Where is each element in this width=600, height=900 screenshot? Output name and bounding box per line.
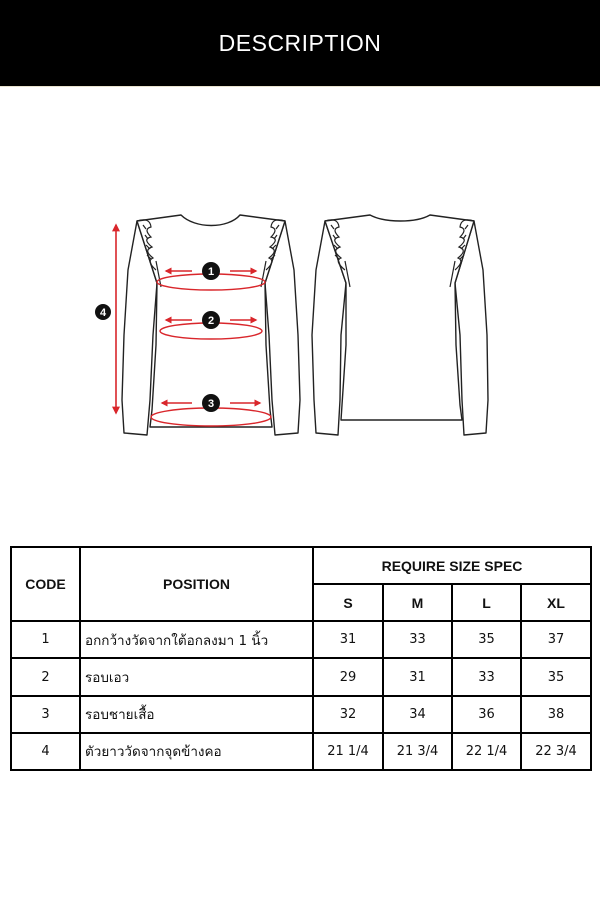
row-value-s: 31: [313, 621, 383, 658]
code-header: CODE: [11, 547, 80, 621]
garment-diagram: [0, 195, 600, 445]
row-value-l: 22 1/4: [452, 733, 521, 770]
row-code: 1: [11, 621, 80, 658]
row-code: 2: [11, 658, 80, 695]
size-header-xl: XL: [521, 584, 591, 621]
page-title: DESCRIPTION: [218, 29, 382, 56]
size-spec-header: REQUIRE SIZE SPEC: [313, 547, 591, 584]
row-value-l: 35: [452, 621, 521, 658]
size-header-m: M: [383, 584, 452, 621]
size-header-l: L: [452, 584, 521, 621]
row-position: รอบเอว: [80, 658, 313, 695]
row-value-s: 32: [313, 696, 383, 733]
row-value-xl: 38: [521, 696, 591, 733]
row-code: 3: [11, 696, 80, 733]
marker-3-label: 3: [207, 398, 215, 410]
row-value-l: 33: [452, 658, 521, 695]
row-value-xl: 35: [521, 658, 591, 695]
header-bar: [0, 0, 600, 86]
row-value-s: 21 1/4: [313, 733, 383, 770]
row-position: ตัวยาววัดจากจุดข้างคอ: [80, 733, 313, 770]
table-row: [11, 658, 591, 695]
back-body: [325, 215, 474, 420]
row-value-l: 36: [452, 696, 521, 733]
position-header: POSITION: [80, 547, 313, 621]
row-position: อกกว้างวัดจากใต้อกลงมา 1 นิ้ว: [80, 621, 313, 658]
size-header-s: S: [313, 584, 383, 621]
row-value-m: 34: [383, 696, 452, 733]
marker-1-label: 1: [207, 266, 215, 278]
row-position: รอบชายเสื้อ: [80, 696, 313, 733]
table-row: [11, 733, 591, 770]
marker-2-label: 2: [207, 315, 215, 327]
size-spec-table: [10, 546, 592, 771]
row-value-s: 29: [313, 658, 383, 695]
row-value-m: 33: [383, 621, 452, 658]
row-value-m: 21 3/4: [383, 733, 452, 770]
header-divider: [0, 86, 600, 87]
row-value-m: 31: [383, 658, 452, 695]
table-row: [11, 621, 591, 658]
row-code: 4: [11, 733, 80, 770]
table-row: [11, 696, 591, 733]
row-value-xl: 22 3/4: [521, 733, 591, 770]
marker-4-label: 4: [99, 307, 107, 319]
row-value-xl: 37: [521, 621, 591, 658]
